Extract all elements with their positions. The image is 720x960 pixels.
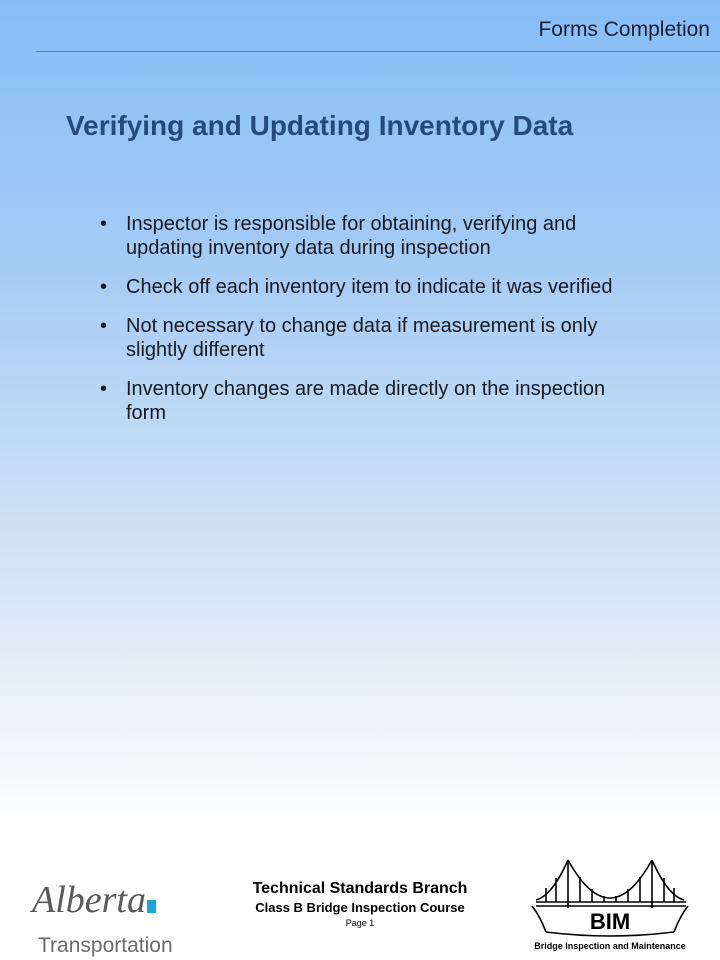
alberta-wordmark: Alberta: [32, 879, 146, 921]
bullet-text: Inventory changes are made directly on the inspection form: [126, 378, 606, 424]
slide-title: Verifying and Updating Inventory Data: [66, 110, 574, 141]
alberta-subtitle: Transportation: [38, 934, 173, 957]
bullet-item: [100, 212, 640, 260]
bullet-dot-icon: •: [100, 213, 108, 235]
bullet-item: [100, 314, 640, 362]
bim-caption: Bridge Inspection and Maintenance: [534, 941, 686, 951]
bullet-dot-icon: •: [100, 315, 108, 337]
bullet-text: Inspector is responsible for obtaining, verifying and updating inventory data during inspection: [126, 213, 577, 259]
footer-org: Technical Standards Branch: [252, 880, 468, 897]
bullet-item: [100, 275, 640, 299]
bullet-text: Check off each inventory item to indicate it was verified: [126, 276, 613, 298]
alberta-accent-icon: [147, 900, 156, 913]
section-title: Forms Completion: [538, 18, 710, 41]
header-divider: [36, 51, 720, 52]
bullet-list: [100, 212, 640, 440]
bullet-item: [100, 377, 640, 425]
page-number: Page 1: [345, 918, 375, 928]
bim-abbr: BIM: [589, 909, 631, 934]
bullet-dot-icon: •: [100, 276, 108, 298]
alberta-logo: [28, 870, 178, 960]
footer-info: [208, 878, 512, 929]
footer-course: Class B Bridge Inspection Course: [255, 900, 465, 915]
bullet-dot-icon: •: [100, 378, 108, 400]
bullet-text: Not necessary to change data if measurement is only slightly different: [126, 315, 598, 361]
